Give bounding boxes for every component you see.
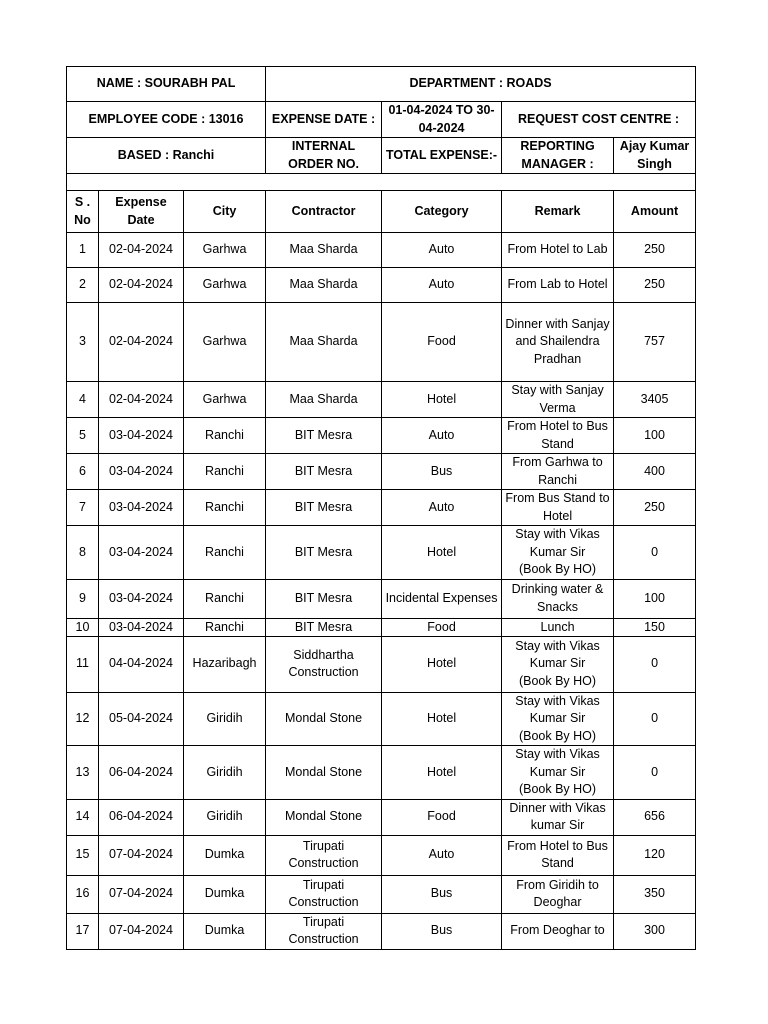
cell-city: Ranchi	[184, 579, 266, 618]
table-row	[67, 418, 696, 454]
cell-sno: 1	[67, 233, 99, 268]
table-row	[67, 526, 696, 580]
cell-remark: Stay with Vikas Kumar Sir (Book By HO)	[502, 526, 614, 580]
cell-contractor: Tirupati Construction	[266, 875, 382, 913]
cell-category: Incidental Expenses	[382, 579, 502, 618]
cell-city: Giridih	[184, 799, 266, 835]
cell-remark: From Bus Stand to Hotel	[502, 490, 614, 526]
table-row	[67, 746, 696, 800]
cell-amount: 150	[614, 618, 696, 636]
cell-contractor: Siddhartha Construction	[266, 636, 382, 692]
cell-amount: 400	[614, 454, 696, 490]
col-category: Category	[382, 191, 502, 233]
cell-date: 05-04-2024	[99, 692, 184, 746]
table-row	[67, 233, 696, 268]
cell-date: 07-04-2024	[99, 875, 184, 913]
cell-category: Food	[382, 618, 502, 636]
cell-amount: 100	[614, 418, 696, 454]
department: DEPARTMENT : ROADS	[266, 67, 696, 102]
cell-date: 03-04-2024	[99, 579, 184, 618]
cell-date: 06-04-2024	[99, 799, 184, 835]
cell-contractor: BIT Mesra	[266, 454, 382, 490]
cell-date: 04-04-2024	[99, 636, 184, 692]
cell-sno: 8	[67, 526, 99, 580]
cell-remark: Dinner with Sanjay and Shailendra Pradhan	[502, 303, 614, 382]
cell-amount: 350	[614, 875, 696, 913]
cell-city: Dumka	[184, 875, 266, 913]
cell-amount: 0	[614, 526, 696, 580]
cell-contractor: Tirupati Construction	[266, 835, 382, 875]
cell-category: Food	[382, 799, 502, 835]
cell-date: 03-04-2024	[99, 526, 184, 580]
cell-amount: 250	[614, 268, 696, 303]
expense-table	[66, 66, 696, 950]
cell-remark: Stay with Vikas Kumar Sir (Book By HO)	[502, 636, 614, 692]
cell-sno: 4	[67, 382, 99, 418]
cell-date: 02-04-2024	[99, 382, 184, 418]
cell-contractor: Tirupati Construction	[266, 913, 382, 949]
cell-category: Bus	[382, 875, 502, 913]
cell-category: Auto	[382, 490, 502, 526]
cell-sno: 16	[67, 875, 99, 913]
cell-sno: 9	[67, 579, 99, 618]
expense-rows	[67, 233, 696, 950]
cell-remark: From Garhwa to Ranchi	[502, 454, 614, 490]
cell-sno: 10	[67, 618, 99, 636]
cell-date: 03-04-2024	[99, 418, 184, 454]
cell-date: 02-04-2024	[99, 233, 184, 268]
cell-city: Ranchi	[184, 418, 266, 454]
cell-contractor: BIT Mesra	[266, 490, 382, 526]
internal-order-label: INTERNAL ORDER NO.	[266, 138, 382, 174]
col-sno: S . No	[67, 191, 99, 233]
table-row	[67, 835, 696, 875]
cell-sno: 13	[67, 746, 99, 800]
table-row	[67, 913, 696, 949]
cell-city: Dumka	[184, 913, 266, 949]
col-date: Expense Date	[99, 191, 184, 233]
cell-sno: 2	[67, 268, 99, 303]
cell-sno: 17	[67, 913, 99, 949]
table-row	[67, 618, 696, 636]
cell-sno: 7	[67, 490, 99, 526]
col-remark: Remark	[502, 191, 614, 233]
cell-category: Hotel	[382, 526, 502, 580]
cell-contractor: BIT Mesra	[266, 579, 382, 618]
cell-category: Hotel	[382, 636, 502, 692]
cell-date: 02-04-2024	[99, 303, 184, 382]
cell-date: 02-04-2024	[99, 268, 184, 303]
cell-date: 03-04-2024	[99, 618, 184, 636]
request-cost-centre: REQUEST COST CENTRE :	[502, 102, 696, 138]
cell-category: Hotel	[382, 692, 502, 746]
table-row	[67, 579, 696, 618]
expense-date-label: EXPENSE DATE :	[266, 102, 382, 138]
cell-remark: From Hotel to Lab	[502, 233, 614, 268]
cell-category: Auto	[382, 268, 502, 303]
cell-category: Auto	[382, 418, 502, 454]
cell-sno: 5	[67, 418, 99, 454]
cell-contractor: Maa Sharda	[266, 303, 382, 382]
cell-contractor: BIT Mesra	[266, 618, 382, 636]
cell-amount: 757	[614, 303, 696, 382]
cell-city: Giridih	[184, 692, 266, 746]
cell-city: Ranchi	[184, 490, 266, 526]
cell-category: Hotel	[382, 382, 502, 418]
cell-category: Food	[382, 303, 502, 382]
cell-contractor: BIT Mesra	[266, 418, 382, 454]
cell-amount: 3405	[614, 382, 696, 418]
cell-remark: Drinking water & Snacks	[502, 579, 614, 618]
spacer-row	[67, 174, 696, 191]
expense-date-value: 01-04-2024 TO 30-04-2024	[382, 102, 502, 138]
cell-category: Bus	[382, 913, 502, 949]
cell-city: Giridih	[184, 746, 266, 800]
cell-remark: Stay with Vikas Kumar Sir (Book By HO)	[502, 746, 614, 800]
cell-remark: Stay with Sanjay Verma	[502, 382, 614, 418]
employee-name: NAME : SOURABH PAL	[67, 67, 266, 102]
cell-remark: From Hotel to Bus Stand	[502, 835, 614, 875]
cell-date: 07-04-2024	[99, 835, 184, 875]
employee-code: EMPLOYEE CODE : 13016	[67, 102, 266, 138]
cell-category: Auto	[382, 835, 502, 875]
cell-amount: 300	[614, 913, 696, 949]
reporting-manager-value: Ajay Kumar Singh	[614, 138, 696, 174]
cell-remark: Stay with Vikas Kumar Sir (Book By HO)	[502, 692, 614, 746]
based-location: BASED : Ranchi	[67, 138, 266, 174]
col-contractor: Contractor	[266, 191, 382, 233]
cell-remark: From Lab to Hotel	[502, 268, 614, 303]
table-row	[67, 268, 696, 303]
cell-city: Ranchi	[184, 526, 266, 580]
cell-remark: From Deoghar to	[502, 913, 614, 949]
reporting-manager-label: REPORTING MANAGER :	[502, 138, 614, 174]
cell-amount: 100	[614, 579, 696, 618]
cell-remark: Dinner with Vikas kumar Sir	[502, 799, 614, 835]
cell-amount: 0	[614, 636, 696, 692]
cell-city: Garhwa	[184, 303, 266, 382]
cell-city: Hazaribagh	[184, 636, 266, 692]
cell-amount: 120	[614, 835, 696, 875]
cell-sno: 3	[67, 303, 99, 382]
cell-city: Dumka	[184, 835, 266, 875]
cell-sno: 11	[67, 636, 99, 692]
cell-remark: From Giridih to Deoghar	[502, 875, 614, 913]
cell-date: 06-04-2024	[99, 746, 184, 800]
cell-city: Garhwa	[184, 268, 266, 303]
cell-category: Hotel	[382, 746, 502, 800]
cell-date: 07-04-2024	[99, 913, 184, 949]
table-row	[67, 875, 696, 913]
table-row	[67, 303, 696, 382]
cell-city: Garhwa	[184, 233, 266, 268]
cell-city: Ranchi	[184, 454, 266, 490]
table-row	[67, 454, 696, 490]
cell-contractor: Maa Sharda	[266, 233, 382, 268]
cell-category: Auto	[382, 233, 502, 268]
cell-sno: 6	[67, 454, 99, 490]
cell-sno: 15	[67, 835, 99, 875]
table-row	[67, 799, 696, 835]
cell-contractor: Mondal Stone	[266, 746, 382, 800]
cell-contractor: Maa Sharda	[266, 268, 382, 303]
table-row	[67, 382, 696, 418]
cell-category: Bus	[382, 454, 502, 490]
cell-date: 03-04-2024	[99, 454, 184, 490]
cell-date: 03-04-2024	[99, 490, 184, 526]
col-city: City	[184, 191, 266, 233]
cell-remark: Lunch	[502, 618, 614, 636]
cell-contractor: Maa Sharda	[266, 382, 382, 418]
cell-amount: 250	[614, 490, 696, 526]
cell-amount: 0	[614, 746, 696, 800]
cell-sno: 14	[67, 799, 99, 835]
cell-amount: 0	[614, 692, 696, 746]
table-row	[67, 490, 696, 526]
total-expense-label: TOTAL EXPENSE:-	[382, 138, 502, 174]
cell-contractor: Mondal Stone	[266, 799, 382, 835]
cell-city: Garhwa	[184, 382, 266, 418]
table-row	[67, 636, 696, 692]
cell-amount: 656	[614, 799, 696, 835]
col-amount: Amount	[614, 191, 696, 233]
cell-contractor: Mondal Stone	[266, 692, 382, 746]
cell-contractor: BIT Mesra	[266, 526, 382, 580]
cell-city: Ranchi	[184, 618, 266, 636]
column-header-row	[67, 191, 696, 233]
cell-remark: From Hotel to Bus Stand	[502, 418, 614, 454]
table-row	[67, 692, 696, 746]
cell-amount: 250	[614, 233, 696, 268]
cell-sno: 12	[67, 692, 99, 746]
